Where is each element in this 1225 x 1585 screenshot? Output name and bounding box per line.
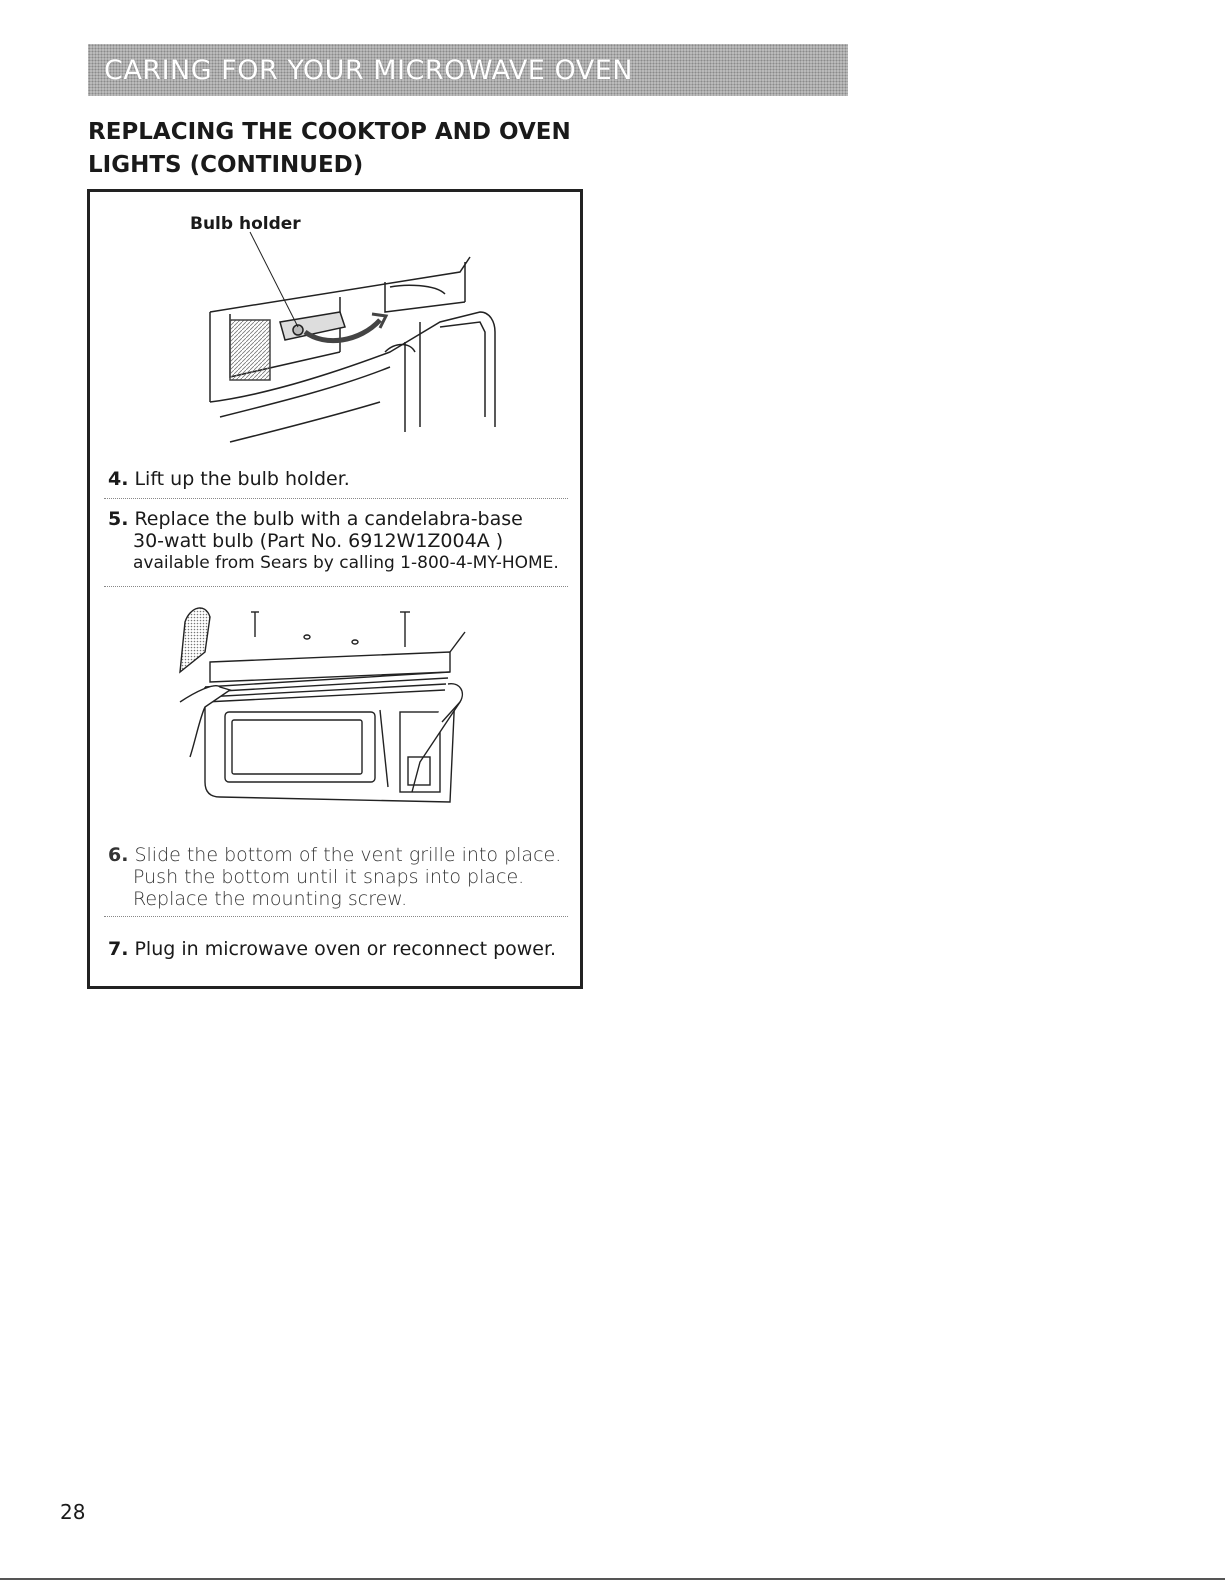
step-4-text: Lift up the bulb holder. xyxy=(134,468,350,490)
divider xyxy=(104,916,568,917)
step-5-line-2: 30-watt bulb (Part No. 6912W1Z004A ) xyxy=(133,530,504,552)
step-7-text: Plug in microwave oven or reconnect power. xyxy=(134,938,557,960)
step-5-line-3: available from Sears by calling 1-800-4-MY-HOME. xyxy=(133,553,559,573)
step-5 xyxy=(108,508,559,574)
step-6 xyxy=(108,844,561,910)
divider xyxy=(104,498,568,499)
step-6-line-1: Slide the bottom of the vent grille into place. xyxy=(134,844,562,866)
instructions-panel xyxy=(87,189,583,989)
step-7-number: 7. xyxy=(108,938,129,960)
page-bottom-rule xyxy=(0,1578,1225,1580)
step-6-number: 6. xyxy=(108,844,129,866)
step-4-number: 4. xyxy=(108,468,129,490)
step-6-line-2: Push the bottom until it snaps into place. xyxy=(133,866,525,888)
divider xyxy=(104,586,568,587)
step-6-line-3: Replace the mounting screw. xyxy=(133,888,408,910)
section-heading: REPLACING THE COOKTOP AND OVEN LIGHTS (CONTINUED) xyxy=(88,119,571,178)
step-5-number: 5. xyxy=(108,508,129,530)
banner-title: CARING FOR YOUR MICROWAVE OVEN xyxy=(104,54,633,86)
step-4 xyxy=(108,468,350,490)
bulb-holder-illustration xyxy=(190,202,520,472)
vent-grille-illustration xyxy=(160,592,480,832)
bulb-holder-callout: Bulb holder xyxy=(190,214,301,234)
page-number: 28 xyxy=(60,1500,86,1524)
section-banner xyxy=(88,44,848,96)
step-7 xyxy=(108,938,556,960)
step-5-line-1: Replace the bulb with a candelabra-base xyxy=(134,508,523,530)
